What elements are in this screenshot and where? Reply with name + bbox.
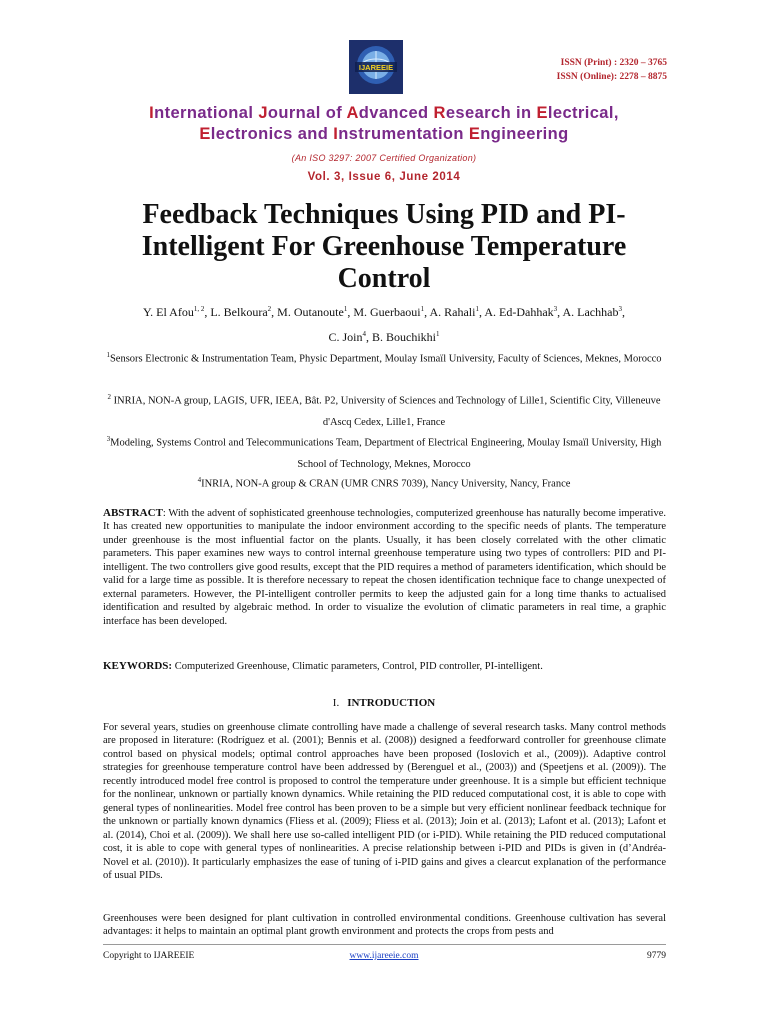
affiliation-4: $^4$INRIA, NON-A group & CRAN (UMR CNRS 7039), Nancy University, Nancy, France — [197, 476, 571, 490]
keywords-label: KEYWORDS: — [103, 660, 173, 672]
keywords — [103, 660, 666, 673]
abstract-text: : With the advent of sophisticated greenhouse technologies, computerized greenhouse has naturally become imperative. It has created new opportunities to manipulate the indoor environment according to the specific needs of plants. The temperature under greenhouse is the most influential factor on the plants. Usually, it has been closely correlated with the other climatic parameters. This paper examines new ways to control internal greenhouse temperature using two types of controllers: PID and PI-intelligent. The two controllers give good results, except that the PID requires a method of parameters identification, which should be valid for a large time as possible. It is therefore necessary to repeat the chosen identification technique face to change unexpected of external parameters. However, the PI-intelligent controller permits to keep the adjusted gain for a long time thanks to actualised identification and resulted by algebraic method. In order to visualize the evolution of climatic parameters in real time, a graphic interface has been developed. — [103, 508, 666, 627]
volume-issue: Vol. 3, Issue 6, June 2014 — [307, 171, 461, 183]
issn-print: ISSN (Print) : 2320 – 3765 — [560, 58, 667, 68]
affiliation-3: $^3$Modeling, Systems Control and Telecommunications Team, Department of Electrical Engineering, Moulay Ismaïl University, High School of Technology, Meknes, Morocco — [106, 435, 662, 470]
journal-logo — [349, 40, 403, 94]
issn-block — [557, 56, 667, 84]
author-list: Y. El Afou$^{1, 2}$, L. Belkoura$^2$, M. Outanoute$^1$, M. Guerbaoui$^1$, A. Rahali$^1$, A. Ed-Dahhak$^3$, A. Lachhab$^3$, C. Join$^4$, B. Bouchikhi$^1$ — [143, 305, 625, 344]
abstract-label: ABSTRACT — [103, 507, 163, 519]
footer-copyright: Copyright to IJAREEIE — [103, 951, 195, 961]
journal-title-line1: International Journal of Advanced Research in Electrical, — [149, 104, 619, 122]
abstract — [103, 507, 666, 628]
journal-title-line2: Electronics and Instrumentation Engineering — [199, 125, 569, 143]
intro-paragraph-2: Greenhouses were been designed for plant cultivation in controlled environmental conditions. Greenhouse cultivation has several advantages: it helps to maintain an optimal plant growth environment and protects the crops from pests and — [103, 913, 666, 938]
issn-online: ISSN (Online): 2278 – 8875 — [556, 72, 667, 82]
keywords-text: Computerized Greenhouse, Climatic parameters, Control, PID controller, PI-intelligent. — [172, 661, 543, 672]
section-heading-introduction: I. INTRODUCTION — [332, 697, 436, 709]
footer-website-link[interactable]: www.ijareeie.com — [349, 951, 419, 961]
footer-divider — [103, 944, 666, 945]
paper-title: Feedback Techniques Using PID and PI- Intelligent For Greenhouse Temperature Control — [141, 199, 627, 294]
certification-note: (An ISO 3297: 2007 Certified Organization) — [291, 153, 477, 163]
intro-paragraph-1: For several years, studies on greenhouse climate controlling have made a challenge of several research tasks. Many control methods are proposed in literature: (Rodríguez et al. (2001); Bennis et al. (2008)) designed a feedforward controller for greenhouse climate control based on physical models; optimal control approaches have been proposed (Ioslovich et al., (2009)). Adaptive control strategies for greenhouse temperature control have been addressed by (Berenguel et al., (2003)) and (Speetjens et al. (2009)). The recently introduced model free control is proposed to control the temperature under greenhouse. It is a simple but efficient technique for the nonlinear, unknown or partially known dynamics. While retaining the PID reduced computational cost, it is able to cope with general types of nonlinearities. Model free control has been proven to be a simple but very efficient nonlinear feedback technique for the unknown or partially known dynamics (Fliess et al. (2009); Fliess et al. (2013); Join et al. (2013); Lafont et al. (2013); Lafont et al. (2014), Choi et al. (2009)). We shall here use so-called intelligent PID (or i-PID). While retaining the PID reduced computational cost, it is able to cope with general types of nonlinearities. A precise relationship between i-PID and PIDs is given in (d’Andréa-Novel et al. (2010)). It particularly emphasizes the ease of tuning of i-PID gains and gives a clearcut explanation of the performance of usual PIDs. — [103, 722, 666, 881]
affiliation-2: $^2$ INRIA, NON-A group, LAGIS, UFR, IEEA, Bât. P2, University of Sciences and Technology of Lille1, Scientific City, Villeneuve d'Ascq Cedex, Lille1, France — [107, 393, 661, 428]
logo-text: IJAREEIE — [358, 63, 394, 72]
footer-page-number: 9779 — [647, 951, 666, 961]
affiliation-1: $^1$Sensors Electronic & Instrumentation Team, Physic Department, Moulay Ismaïl University, Faculty of Sciences, Meknes, Morocco — [106, 351, 662, 365]
